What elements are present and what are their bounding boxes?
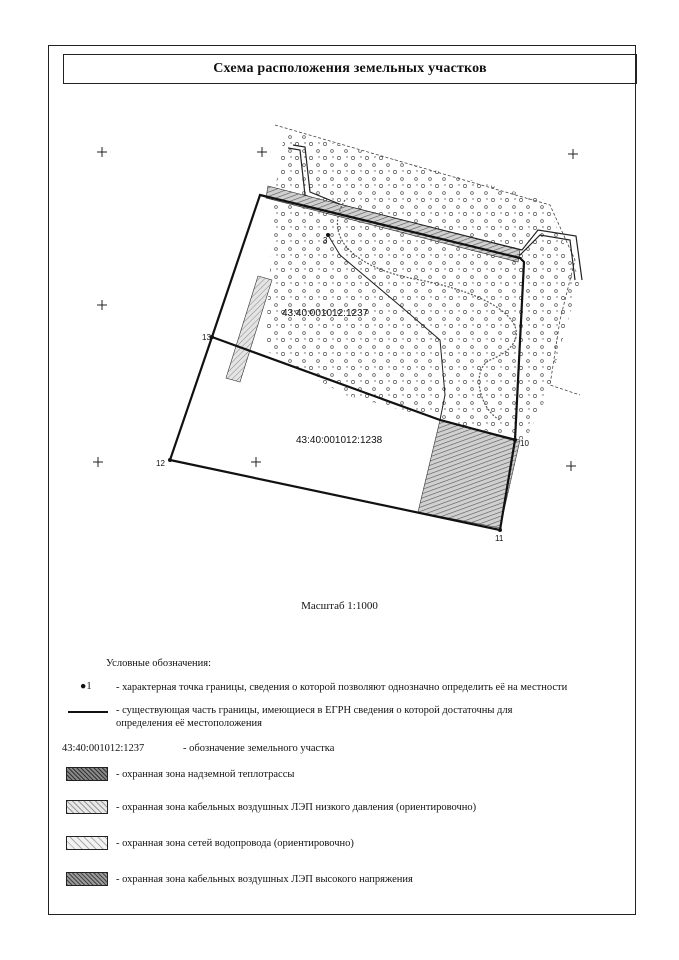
- legend-point-number: 1: [86, 681, 92, 692]
- legend-zone-high: - охранная зона кабельных воздушных ЛЭП высокого напряжения: [116, 874, 413, 885]
- point-label-11: 11: [495, 534, 504, 543]
- legend-heading: Условные обозначения:: [106, 658, 212, 669]
- parcel-label-1237: 43:40:001012:1237: [282, 308, 369, 319]
- point-label-10: 10: [520, 439, 529, 448]
- legend-swatch-high: [66, 872, 108, 886]
- legend-point-desc: - характерная точка границы, сведения о которой позволяют однозначно определить её на местности: [116, 682, 568, 693]
- scale-label: Масштаб 1:1000: [301, 600, 378, 612]
- legend-zone-low: - охранная зона кабельных воздушных ЛЭП низкого давления (ориентировочно): [116, 802, 477, 813]
- page-title: Схема расположения земельных участков: [213, 61, 487, 76]
- legend-swatch-low: [66, 800, 108, 814]
- legend-zone-heat: - охранная зона надземной теплотрассы: [116, 769, 295, 780]
- legend-zone-water: - охранная зона сетей водопровода (ориентировочно): [116, 838, 354, 849]
- parcel-label-1238: 43:40:001012:1238: [296, 435, 383, 446]
- legend-parcel-desc: - обозначение земельного участка: [183, 743, 335, 754]
- legend-line-sample: [68, 711, 108, 713]
- legend-line-desc-2: определения её местоположения: [116, 718, 262, 729]
- legend-line-desc-1: - существующая часть границы, имеющиеся в ЕГРН сведения о которой достаточны для: [116, 705, 513, 716]
- point-label-3: 3: [323, 236, 328, 245]
- point-label-12: 12: [156, 459, 165, 468]
- legend-swatch-heat: [66, 767, 108, 781]
- legend-parcel-code: 43:40:001012:1237: [62, 743, 145, 754]
- point-label-13: 13: [202, 333, 211, 342]
- zone-low-strip: [226, 276, 272, 382]
- terrain-area: [265, 130, 580, 440]
- legend-point-dot: ●: [80, 681, 87, 692]
- legend-swatch-water: [66, 836, 108, 850]
- legend-point-marker: [80, 680, 92, 693]
